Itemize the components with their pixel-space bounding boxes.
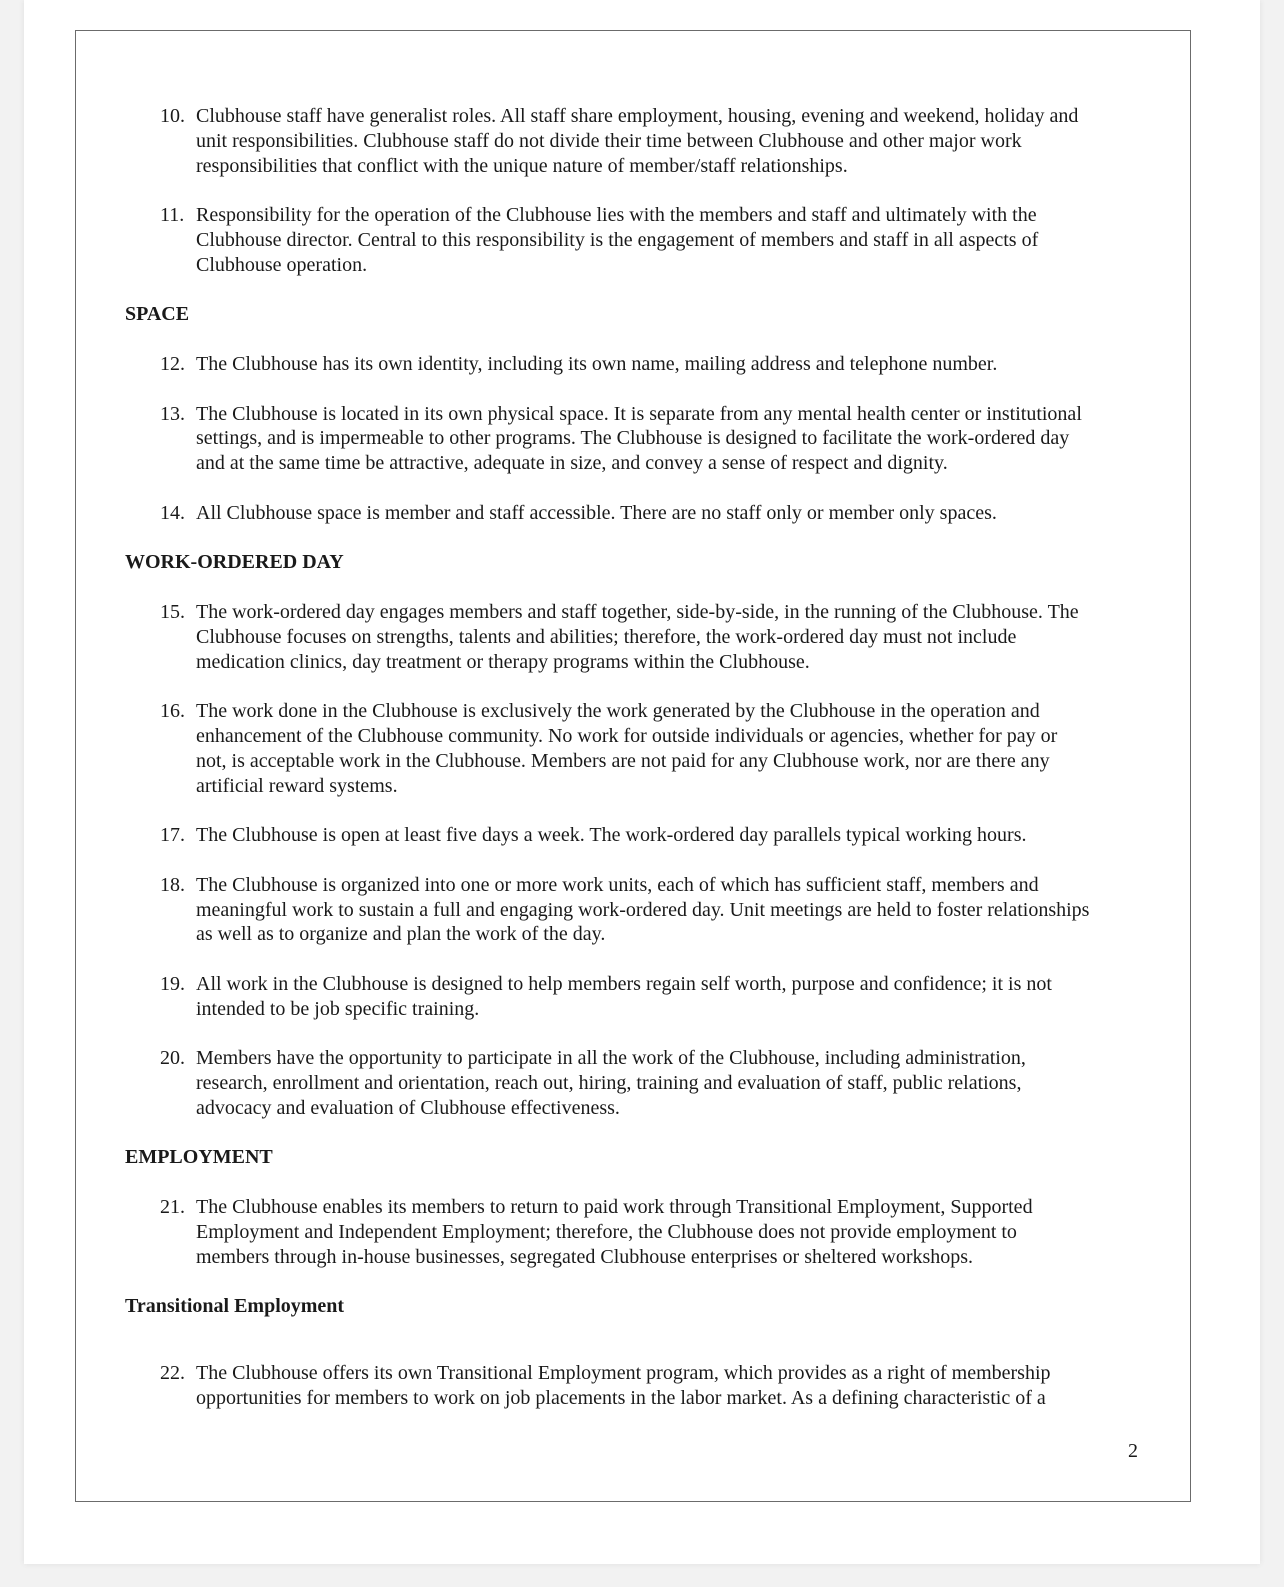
list-item [125,600,1155,674]
item-text-line: Responsibility for the operation of the Clubhouse lies with the members and staff and ultimately with the [196,204,1037,227]
list-item [125,873,1155,947]
item-number: 15. [160,600,185,623]
item-text-line: unit responsibilities. Clubhouse staff do not divide their time between Clubhouse and other major work [196,129,1022,152]
list-item [125,1195,1155,1269]
list-item [125,972,1155,1022]
list-item [125,352,1155,377]
list-item [125,501,1155,526]
item-text-line: The work-ordered day engages members and staff together, side-by-side, in the running of the Clubhouse. The [196,600,1079,623]
section-heading: WORK-ORDERED DAY [125,551,344,574]
item-text-line: The Clubhouse enables its members to return to paid work through Transitional Employment, Supported [196,1196,1033,1219]
item-text-line: The Clubhouse offers its own Transitional Employment program, which provides as a right of membership [196,1362,1051,1385]
item-text-line: medication clinics, day treatment or therapy programs within the Clubhouse. [196,650,810,673]
item-text-line: not, is acceptable work in the Clubhouse. Members are not paid for any Clubhouse work, nor are there any [196,749,1050,772]
item-text-line: intended to be job specific training. [196,997,480,1020]
item-number: 16. [160,700,185,723]
item-text-line: The Clubhouse is organized into one or more work units, each of which has sufficient staff, members and [196,873,1039,896]
item-number: 17. [160,824,185,847]
item-text-line: responsibilities that conflict with the unique nature of member/staff relationships. [196,154,848,177]
document-body [125,104,1155,1435]
item-number: 18. [160,873,185,896]
item-text-line: Clubhouse director. Central to this responsibility is the engagement of members and staff in all aspects of [196,228,1039,251]
list-item [125,699,1155,798]
item-text-line: Clubhouse staff have generalist roles. All staff share employment, housing, evening and weekend, holiday and [196,105,1079,127]
item-number: 11. [160,204,185,227]
list-item [125,402,1155,476]
item-text-line: The Clubhouse is located in its own physical space. It is separate from any mental health center or institutional [196,402,1082,425]
section-subheading: Transitional Employment [125,1295,345,1318]
item-text-line: advocacy and evaluation of Clubhouse effectiveness. [196,1096,620,1119]
item-text-line: The Clubhouse is open at least five days a week. The work-ordered day parallels typical working hours. [196,824,1027,847]
section-heading: EMPLOYMENT [125,1146,273,1169]
list-item [125,823,1155,848]
item-text-line: as well as to organize and plan the work of the day. [196,923,606,946]
item-text-line: All work in the Clubhouse is designed to help members regain self worth, purpose and confidence; it is not [196,972,1052,995]
item-text-line: enhancement of the Clubhouse community. No work for outside individuals or agencies, whether for pay or [196,724,1058,747]
list-item [125,1046,1155,1120]
item-number: 19. [160,972,185,995]
list-item [125,1361,1155,1411]
item-text-line: settings, and is impermeable to other programs. The Clubhouse is designed to facilitate the work-ordered day [196,427,1070,450]
item-text-line: research, enrollment and orientation, reach out, hiring, training and evaluation of staff, public relations, [196,1072,1022,1095]
item-text-line: artificial reward systems. [196,774,398,797]
section-heading: SPACE [125,303,190,326]
item-text-line: The Clubhouse has its own identity, including its own name, mailing address and telephone number. [196,352,998,375]
item-number: 20. [160,1047,185,1070]
item-number: 14. [160,501,185,524]
item-number: 10. [160,105,185,127]
item-text-line: opportunities for members to work on job placements in the labor market. As a defining characteristic of a [196,1386,1046,1409]
item-text-line: meaningful work to sustain a full and engaging work-ordered day. Unit meetings are held to foster relationships [196,898,1090,921]
item-text-line: All Clubhouse space is member and staff accessible. There are no staff only or member only spaces. [196,501,997,524]
item-number: 12. [160,352,185,375]
page-number: 2 [1128,1440,1138,1462]
item-text-line: members through in-house businesses, segregated Clubhouse enterprises or sheltered workshops. [196,1245,974,1268]
list-item [125,104,1155,178]
item-text-line: The work done in the Clubhouse is exclusively the work generated by the Clubhouse in the operation and [196,700,1040,723]
item-text-line: Employment and Independent Employment; therefore, the Clubhouse does not provide employment to [196,1220,1017,1243]
item-text-line: and at the same time be attractive, adequate in size, and convey a sense of respect and dignity. [196,452,948,475]
item-text-line: Clubhouse operation. [196,253,368,276]
item-number: 22. [160,1362,185,1385]
item-number: 21. [160,1196,185,1219]
item-number: 13. [160,402,185,425]
item-text-line: Members have the opportunity to participate in all the work of the Clubhouse, including administration, [196,1047,1026,1070]
list-item [125,203,1155,277]
item-text-line: Clubhouse focuses on strengths, talents and abilities; therefore, the work-ordered day must not include [196,625,1017,648]
